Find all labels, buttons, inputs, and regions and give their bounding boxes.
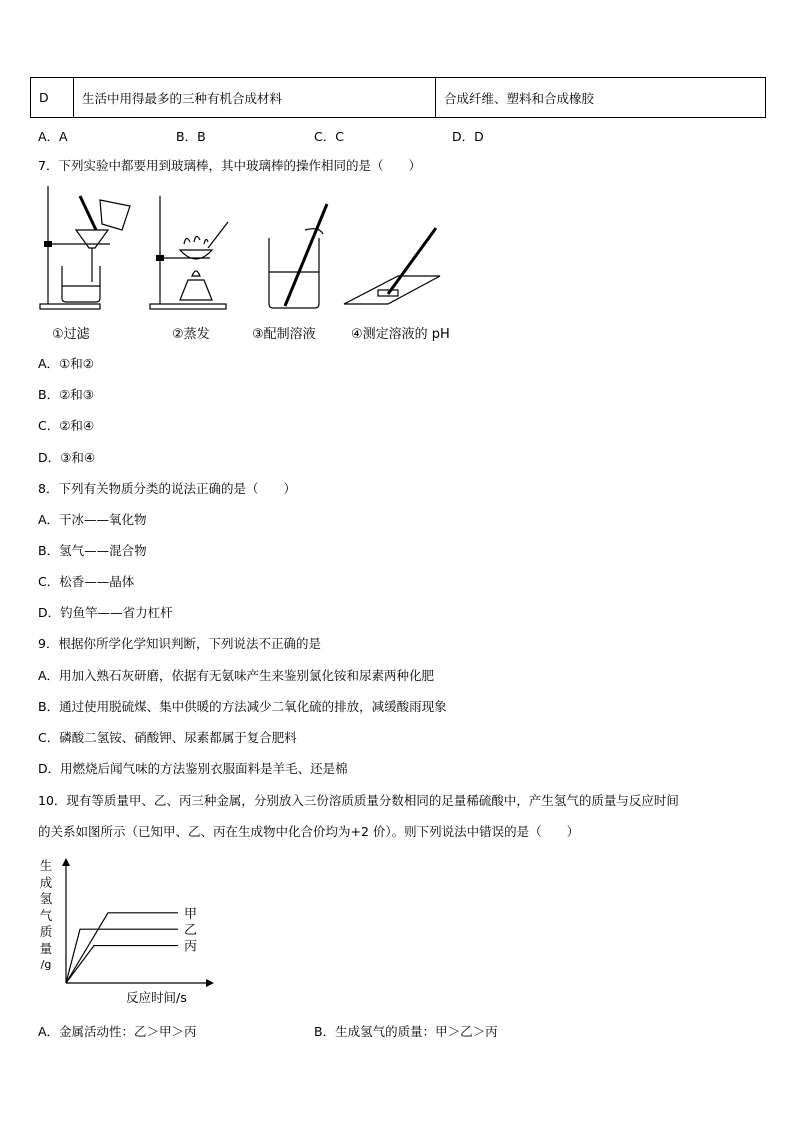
table-cell-answer: 合成纤维、塑料和合成橡胶 [436,78,766,118]
q9-option-c[interactable]: C．磷酸二氢铵、硝酸钾、尿素都属于复合肥料 [38,730,297,745]
y-axis-char: /g [40,958,52,971]
q7-stem: 7．下列实验中都要用到玻璃棒，其中玻璃棒的操作相同的是（ ） [38,158,421,173]
q10-option-b[interactable]: B．生成氢气的质量：甲＞乙＞丙 [314,1024,498,1039]
q9-stem: 9．根据你所学化学知识判断，下列说法不正确的是 [38,636,321,651]
y-axis-char: 气 [39,907,53,923]
q6-option-c[interactable]: C．C [314,129,344,144]
q7-option-c[interactable]: C．②和④ [38,418,95,433]
series-line-0 [66,913,178,983]
series-line-1 [66,929,178,983]
x-axis-arrow [206,979,214,987]
series-line-2 [66,946,178,983]
q7-option-a[interactable]: A．①和② [38,356,94,371]
q8-option-a[interactable]: A．干冰——氧化物 [38,512,147,527]
q9-option-b[interactable]: B．通过使用脱硫煤、集中供暖的方法减少二氧化硫的排放，减缓酸雨现象 [38,699,447,714]
q9-option-d[interactable]: D．用燃烧后闻气味的方法鉴别衣服面料是羊毛、还是棉 [38,761,348,776]
q10-option-a[interactable]: A．金属活动性：乙＞甲＞丙 [38,1024,197,1039]
q8-stem: 8．下列有关物质分类的说法正确的是（ ） [38,481,296,496]
y-axis-char: 量 [39,940,53,956]
q6-option-a[interactable]: A．A [38,129,68,144]
q7-option-b[interactable]: B．②和③ [38,387,94,402]
q6-option-b[interactable]: B．B [176,129,206,144]
series-label-1: 乙 [184,923,198,939]
q7-option-d[interactable]: D．③和④ [38,450,96,465]
y-axis-char: 氢 [39,891,53,906]
q10-stem-line1: 10．现有等质量甲、乙、丙三种金属，分别放入三份溶质质量分数相同的足量稀硫酸中，产生氢气的质量与反应时间 [38,793,679,808]
y-axis-arrow [62,858,70,866]
x-axis-label: 反应时间/s [126,990,187,1005]
q8-option-d[interactable]: D．钓鱼竿——省力杠杆 [38,605,173,620]
series-label-0: 甲 [184,906,198,922]
q8-option-c[interactable]: C．松香——晶体 [38,574,135,589]
q6-option-d[interactable]: D．D [452,129,484,144]
caption-ph: ④测定溶液的 pH [351,327,450,342]
series-label-2: 丙 [184,939,198,955]
caption-evaporation: ②蒸发 [172,327,210,342]
table-cell-label: D [31,78,74,118]
q10-stem-line2: 的关系如图所示（已知甲、乙、丙在生成物中化合价均为+2 价）。则下列说法中错误的是（ ） [38,824,580,839]
q8-option-b[interactable]: B．氢气——混合物 [38,543,147,558]
y-axis-char: 生 [39,858,53,873]
caption-filtration: ①过滤 [52,327,90,342]
table-cell-item: 生活中用得最多的三种有机合成材料 [74,78,436,118]
y-axis-char: 成 [39,874,53,890]
y-axis-char: 质 [39,924,53,939]
q9-option-a[interactable]: A．用加入熟石灰研磨，依据有无氨味产生来鉴别氯化铵和尿素两种化肥 [38,668,435,683]
caption-solution: ③配制溶液 [252,327,316,342]
